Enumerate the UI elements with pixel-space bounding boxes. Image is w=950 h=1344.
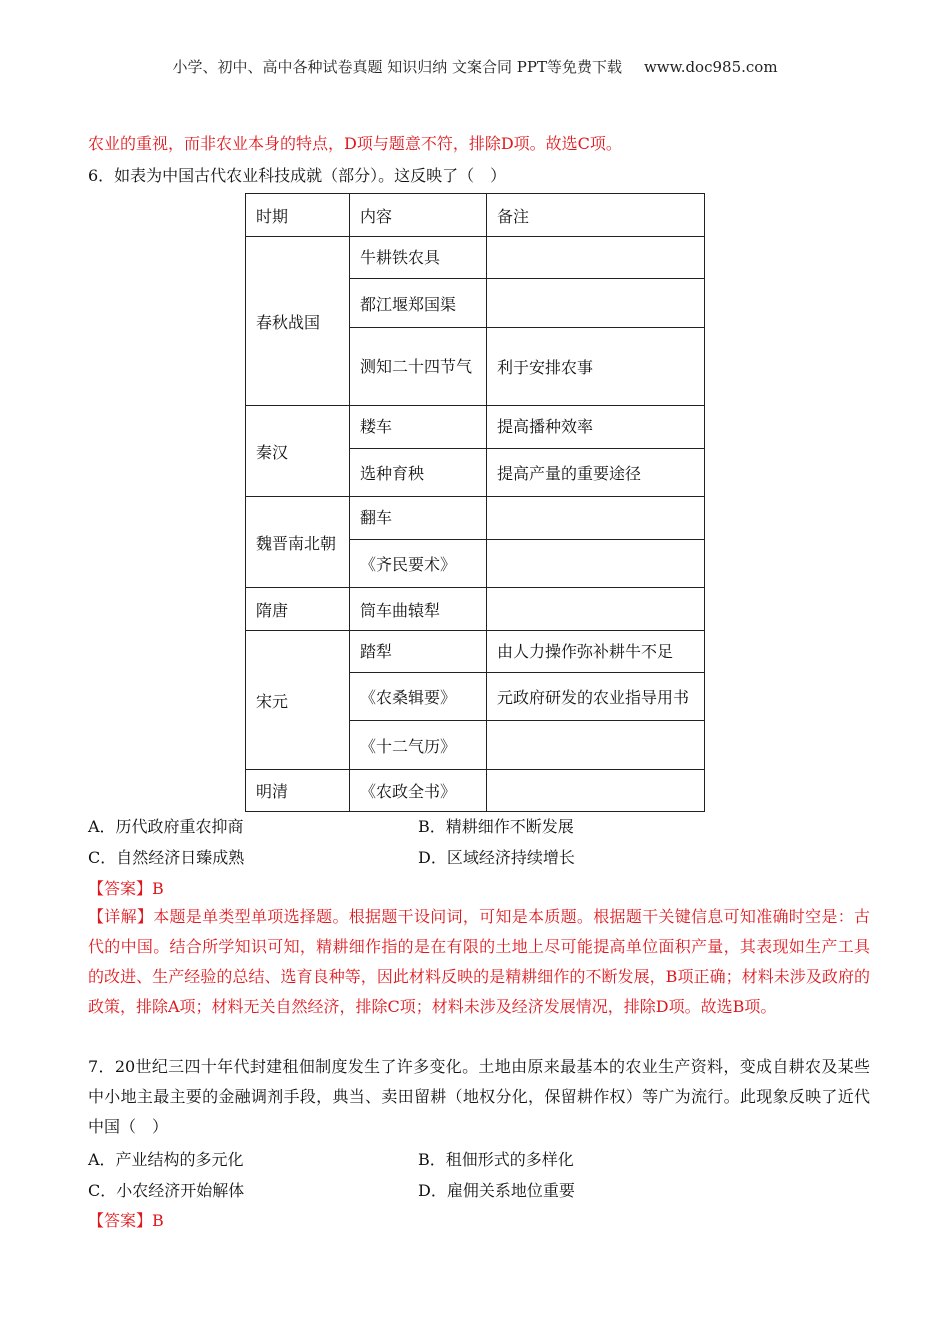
page-header <box>0 56 950 77</box>
content-cell: 耧车 <box>350 406 487 449</box>
content-cell: 测知二十四节气 <box>350 328 487 406</box>
note-cell: 元政府研发的农业指导用书 <box>487 673 705 721</box>
q7-option-d[interactable]: D．雇佣关系地位重要 <box>418 1181 575 1200</box>
content-cell: 牛耕铁农具 <box>350 237 487 279</box>
period-cell: 明清 <box>246 770 350 812</box>
period-cell: 宋元 <box>246 631 350 770</box>
content-cell: 选种育秧 <box>350 449 487 497</box>
note-cell: 提高产量的重要途径 <box>487 449 705 497</box>
period-cell: 魏晋南北朝 <box>246 497 350 588</box>
content-cell: 都江堰郑国渠 <box>350 279 487 328</box>
note-cell: 利于安排农事 <box>487 328 705 406</box>
note-cell <box>487 237 705 279</box>
table-header-row <box>246 194 705 237</box>
table-row <box>246 497 705 540</box>
period-cell: 隋唐 <box>246 588 350 631</box>
q7-option-c[interactable]: C．小农经济开始解体 <box>88 1181 245 1200</box>
note-cell <box>487 588 705 631</box>
period-cell: 春秋战国 <box>246 237 350 406</box>
period-cell: 秦汉 <box>246 406 350 497</box>
header-note: 备注 <box>487 194 705 237</box>
question-7-stem: 7．20世纪三四十年代封建租佃制度发生了许多变化。土地由原来最基本的农业生产资料，变成自耕农及某些中小地主最主要的金融调剂手段，典当、卖田留耕（地权分化，保留耕作权）等广为流行。此现象反映了近代中国（ ） <box>88 1057 870 1136</box>
content-cell: 《农政全书》 <box>350 770 487 812</box>
q7-option-a[interactable]: A．产业结构的多元化 <box>88 1150 244 1169</box>
table-row <box>246 770 705 812</box>
q7-option-b[interactable]: B．租佃形式的多样化 <box>418 1150 574 1169</box>
note-cell <box>487 279 705 328</box>
table-row <box>246 406 705 449</box>
content-cell: 《齐民要术》 <box>350 540 487 588</box>
table-row <box>246 237 705 279</box>
table-row <box>246 588 705 631</box>
header-period: 时期 <box>246 194 350 237</box>
previous-analysis-tail: 农业的重视，而非农业本身的特点，D项与题意不符，排除D项。故选C项。 <box>88 134 622 153</box>
content-cell: 《十二气历》 <box>350 721 487 770</box>
q6-option-d[interactable]: D．区域经济持续增长 <box>418 848 575 867</box>
note-cell <box>487 540 705 588</box>
question-6-stem: 6．如表为中国古代农业科技成就（部分）。这反映了（ ） <box>88 166 507 185</box>
header-content: 内容 <box>350 194 487 237</box>
note-cell: 由人力操作弥补耕牛不足 <box>487 631 705 673</box>
note-cell <box>487 497 705 540</box>
note-cell: 提高播种效率 <box>487 406 705 449</box>
agri-tech-table <box>245 193 705 812</box>
q6-analysis: 【详解】本题是单类型单项选择题。根据题干设问词，可知是本质题。根据题干关键信息可知准确时空是：古代的中国。结合所学知识可知，精耕细作指的是在有限的土地上尽可能提高单位面积产量，其表现如生产工具的改进、生产经验的总结、选育良种等，因此材料反映的是精耕细作的不断发展，B项正确；材料未涉及政府的政策，排除A项；材料无关自然经济，排除C项；材料未涉及经济发展情况，排除D项。故选B项。 <box>88 907 870 1016</box>
q6-option-c[interactable]: C．自然经济日臻成熟 <box>88 848 245 867</box>
q6-option-a[interactable]: A．历代政府重农抑商 <box>88 817 244 836</box>
content-cell: 筒车曲辕犁 <box>350 588 487 631</box>
header-text: 小学、初中、高中各种试卷真题 知识归纳 文案合同 PPT等免费下载 <box>172 58 622 76</box>
content-cell: 《农桑辑要》 <box>350 673 487 721</box>
q6-answer: 【答案】B <box>88 879 164 898</box>
table-row <box>246 631 705 673</box>
content-cell: 翻车 <box>350 497 487 540</box>
header-site[interactable]: www.doc985.com <box>643 58 778 76</box>
q6-option-b[interactable]: B．精耕细作不断发展 <box>418 817 574 836</box>
content-cell: 踏犁 <box>350 631 487 673</box>
note-cell <box>487 721 705 770</box>
note-cell <box>487 770 705 812</box>
q7-answer: 【答案】B <box>88 1211 164 1230</box>
